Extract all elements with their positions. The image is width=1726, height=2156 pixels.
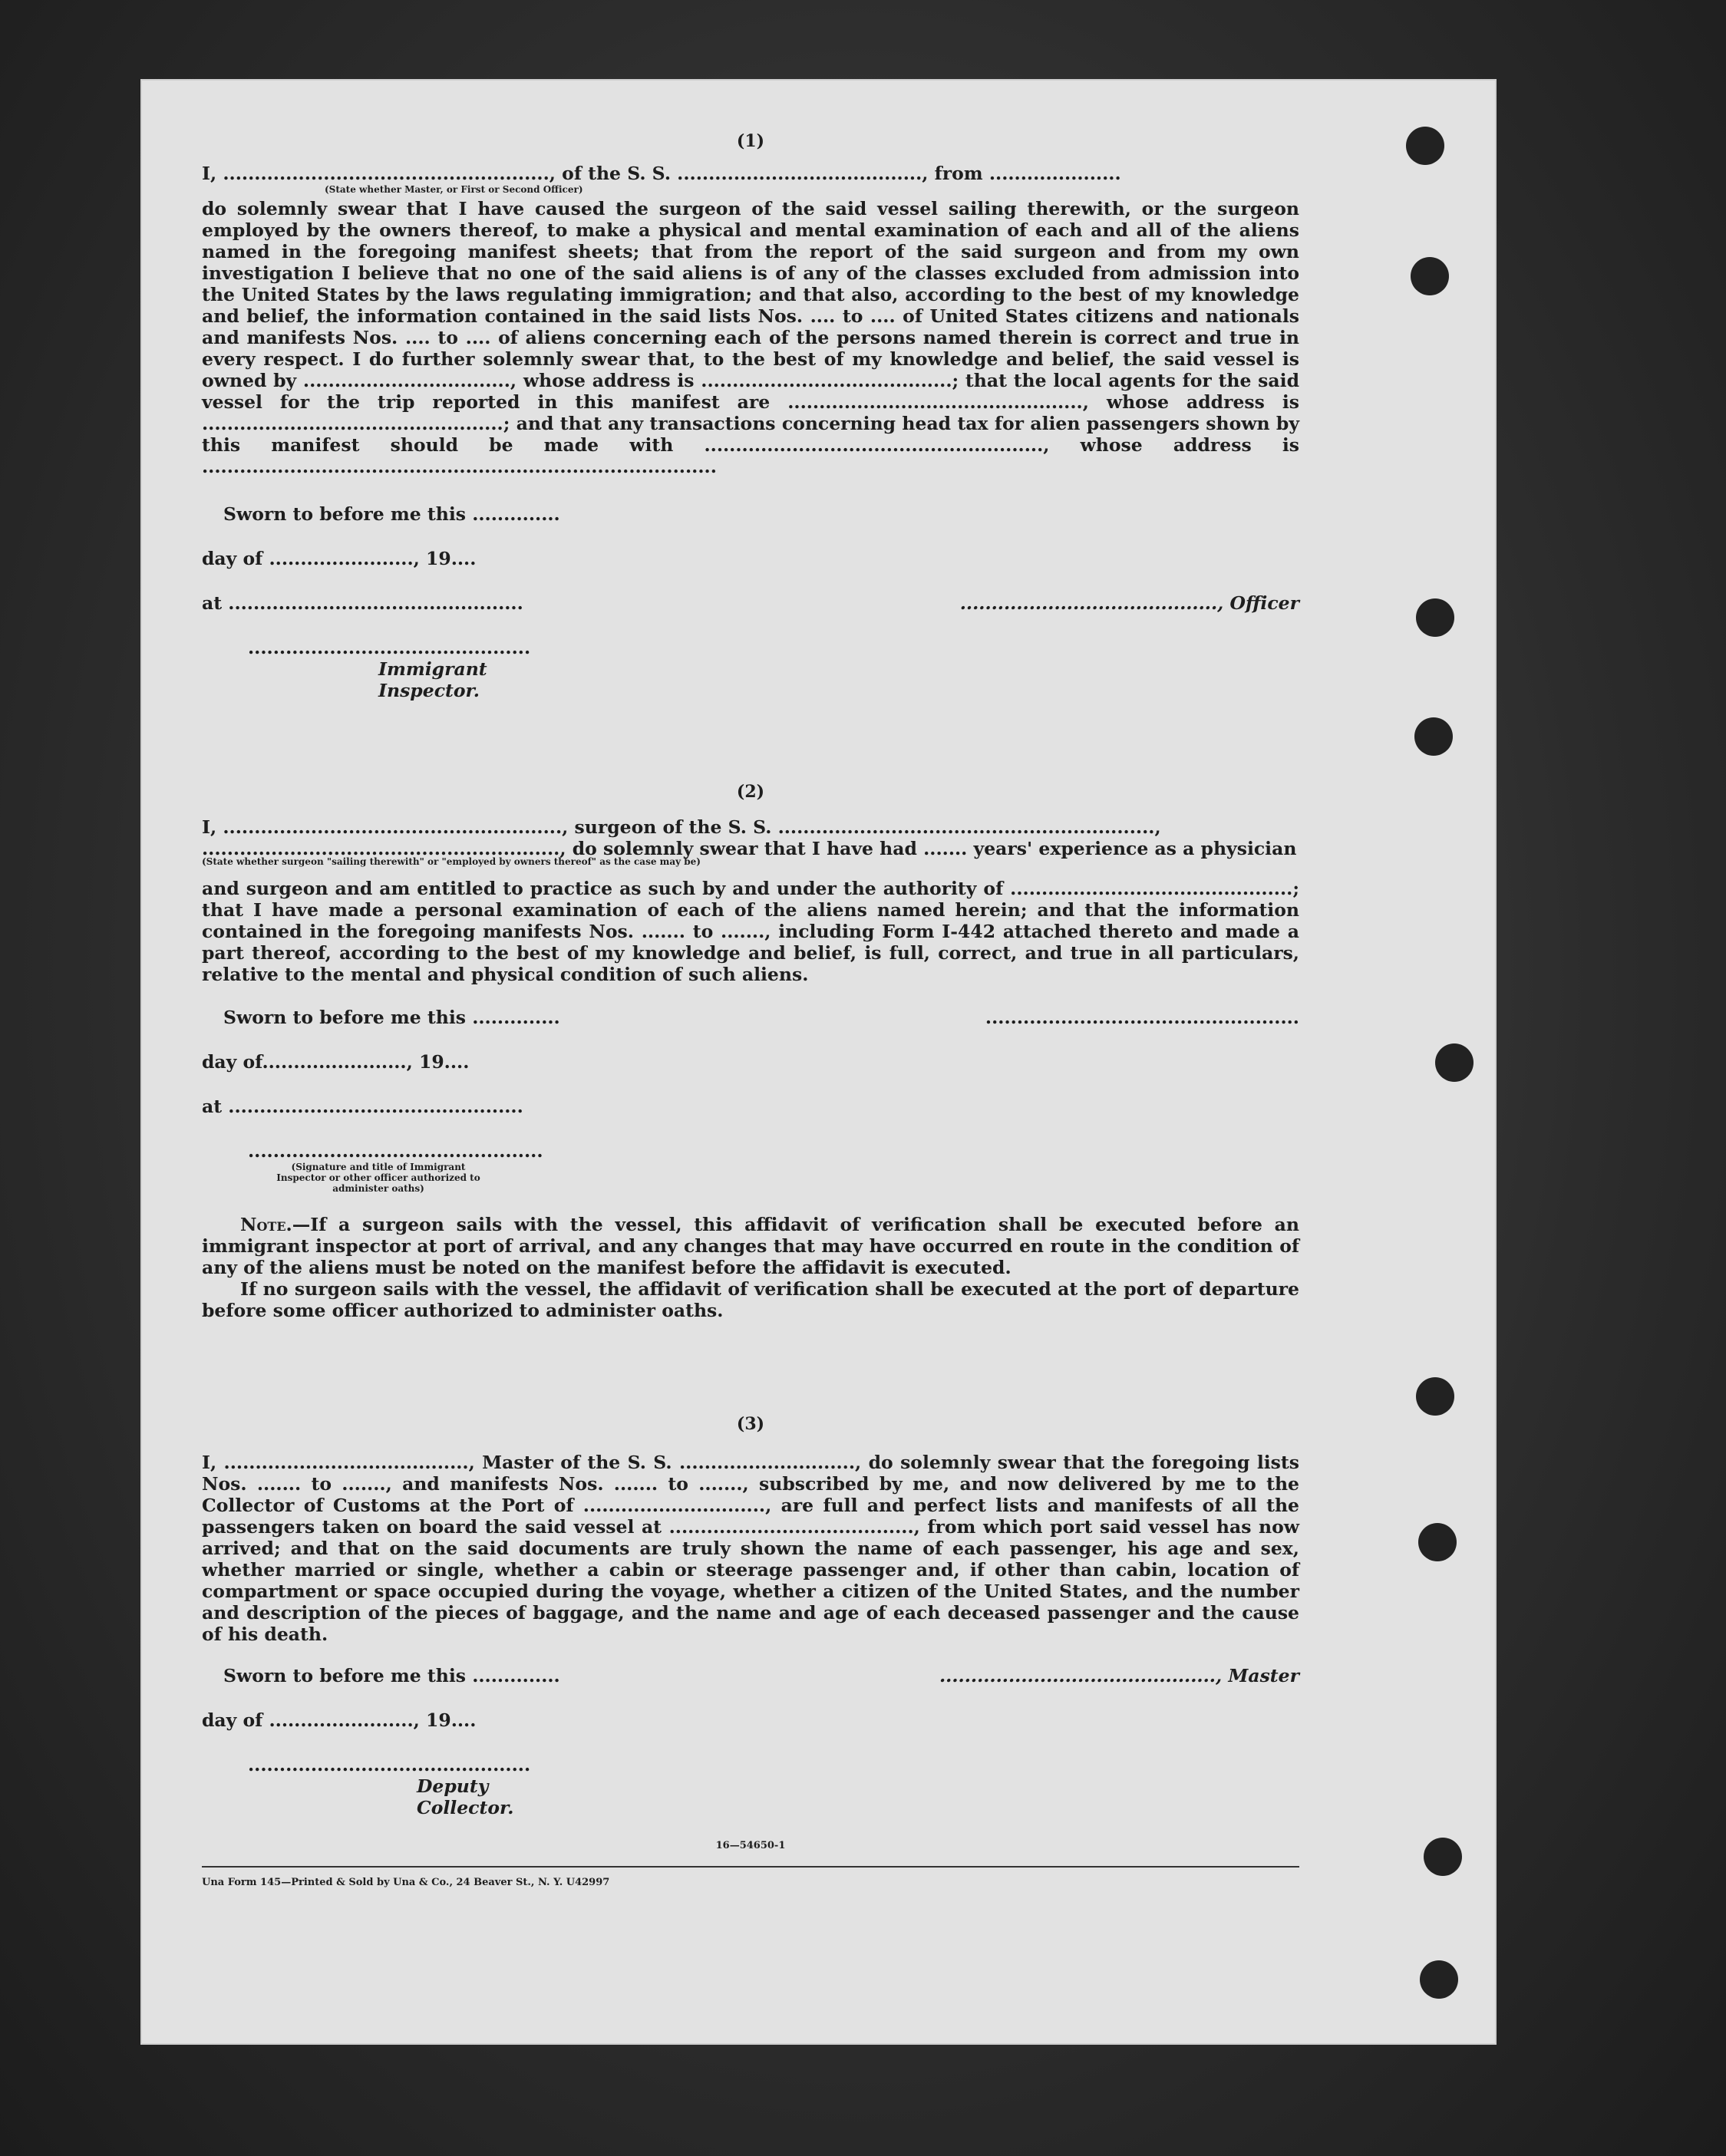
section-2-surgeon-line: I, ......................................................, surgeon of the S. S. ............................................................, [202, 816, 1161, 838]
section-2-oath-paragraph: and surgeon and am entitled to practice as such by and under the authority of .............................................; that I have made a personal examination of each of the aliens named herein; and that the information contained in the foregoing manifests Nos. ....... to ......., including Form I-442 attached thereto and made a part thereof, according to the best of my knowledge and belief, is full, correct, and true in all particulars, relative to the mental and physical condition of such aliens. [202, 878, 1299, 985]
punch-hole [1411, 257, 1449, 295]
section-3-number: (3) [736, 1414, 765, 1434]
section-1-blank [823, 503, 1299, 525]
section-1-oath-paragraph: do solemnly swear that I have caused the surgeon of the said vessel sailing therewith, or the surgeon employed by the owners thereof, to make a physical and mental examination of each and all of the aliens named in the foregoing manifest sheets; that from the report of the said surgeon and from my own investigation I believe that no one of the said aliens is of any of the classes excluded from admission into the United States by the laws regulating immigration; and that also, according to the best of my knowledge and belief, the information contained in the said lists Nos. .... to .... of United States citizens and nationals and manifests Nos. .... to .... of aliens concerning each of the persons named therein is correct and true in every respect. I do further solemnly swear that, to the best of my knowledge and belief, the said vessel is owned by ................................., whose address is ........................................; that the local agents for the said vessel for the trip reported in this manifest are ..............................................., whose address is ................................................; and that any transactions concerning head tax for alien passengers shown by this manifest should be made with ......................................................, whose address is .................................................................................. [202, 198, 1299, 477]
section-3-master-line: ............................................, Master [939, 1665, 1299, 1686]
section-2-experience-note: (State whether surgeon "sailing therewith" or "employed by owners thereof" as the case may be) [202, 856, 701, 867]
note-label: Note. [240, 1214, 292, 1235]
section-2-signature-line: ............................................... [248, 1140, 543, 1162]
section-3-day: day of ......................., 19.... [202, 1709, 477, 1731]
section-2-day: day of......................., 19.... [202, 1051, 470, 1073]
section-2-signature-note: (Signature and title of Immigrant Inspector or other officer authorized to administer oaths) [276, 1162, 480, 1194]
section-1-blank [823, 548, 1299, 569]
punch-hole [1414, 717, 1453, 756]
section-3-collector-line: ............................................. [248, 1754, 531, 1775]
section-2-note-2: If no surgeon sails with the vessel, the affidavit of verification shall be executed at the port of departure before some officer authorized to administer oaths. [202, 1278, 1299, 1321]
printer-credit: Una Form 145—Printed & Sold by Una & Co., 24 Beaver St., N. Y. U42997 [202, 1877, 610, 1888]
section-1-declarant-note: (State whether Master, or First or Second Officer) [325, 184, 583, 195]
section-1-at: at ............................................... [202, 592, 523, 614]
section-3-collector-label: Deputy Collector. [417, 1775, 514, 1818]
section-2-note [202, 1214, 1299, 1278]
section-2-at: at ............................................... [202, 1096, 523, 1117]
form-content [202, 130, 1299, 1894]
punch-hole [1406, 127, 1444, 165]
section-1-number: (1) [736, 131, 765, 151]
section-3-oath-paragraph: I, ......................................., Master of the S. S. ............................, do solemnly swear that the foregoing lists Nos. ....... to ......., and manifests Nos. ....... to ......., subscribed by me, and now delivered by me to the Collector of Customs at the Port of ............................., are full and perfect lists and manifests of all the passengers taken on board the said vessel at ......................................., from which port said vessel has now arrived; and that on the said documents are truly shown the name of each passenger, his age and sex, whether married or single, whether a cabin or steerage passenger and, if other than cabin, location of compartment or space occupied during the voyage, whether a citizen of the United States, and the number and description of the pieces of baggage, and the name and age of each deceased passenger and the cause of his death. [202, 1452, 1299, 1645]
punch-hole [1435, 1043, 1474, 1082]
form-code: 16—54650-1 [715, 1840, 786, 1851]
section-1-day: day of ......................., 19.... [202, 548, 477, 569]
punch-hole [1420, 1960, 1458, 1999]
punch-hole [1424, 1838, 1462, 1876]
punch-hole [1418, 1523, 1457, 1561]
section-1-inspector-label: Immigrant Inspector. [378, 658, 487, 701]
section-3-sworn: Sworn to before me this .............. [223, 1665, 560, 1686]
footer-rule [202, 1866, 1299, 1868]
section-1-sworn: Sworn to before me this .............. [223, 503, 560, 525]
punch-hole [1416, 598, 1454, 637]
section-2-number: (2) [736, 782, 765, 802]
section-2-experience-line: ........................................................., do solemnly swear that I have had ....... years' experience as a physician [202, 838, 1297, 859]
section-1-officer-line: ........................................., Officer [959, 592, 1299, 614]
section-1-inspector-line: ............................................. [248, 637, 531, 658]
punch-hole [1416, 1377, 1454, 1416]
section-2-sworn: Sworn to before me this .............. [223, 1007, 560, 1028]
note-text: —If a surgeon sails with the vessel, this affidavit of verification shall be executed before an immigrant inspector at port of arrival, and any changes that may have occurred en route in the condition of any of the aliens must be noted on the manifest before the affidavit is executed. [202, 1214, 1299, 1278]
section-1-declarant-line: I, ...................................................., of the S. S. ......................................., from ..................... [202, 163, 1121, 184]
section-2-right-signature: .................................................. [985, 1007, 1299, 1028]
